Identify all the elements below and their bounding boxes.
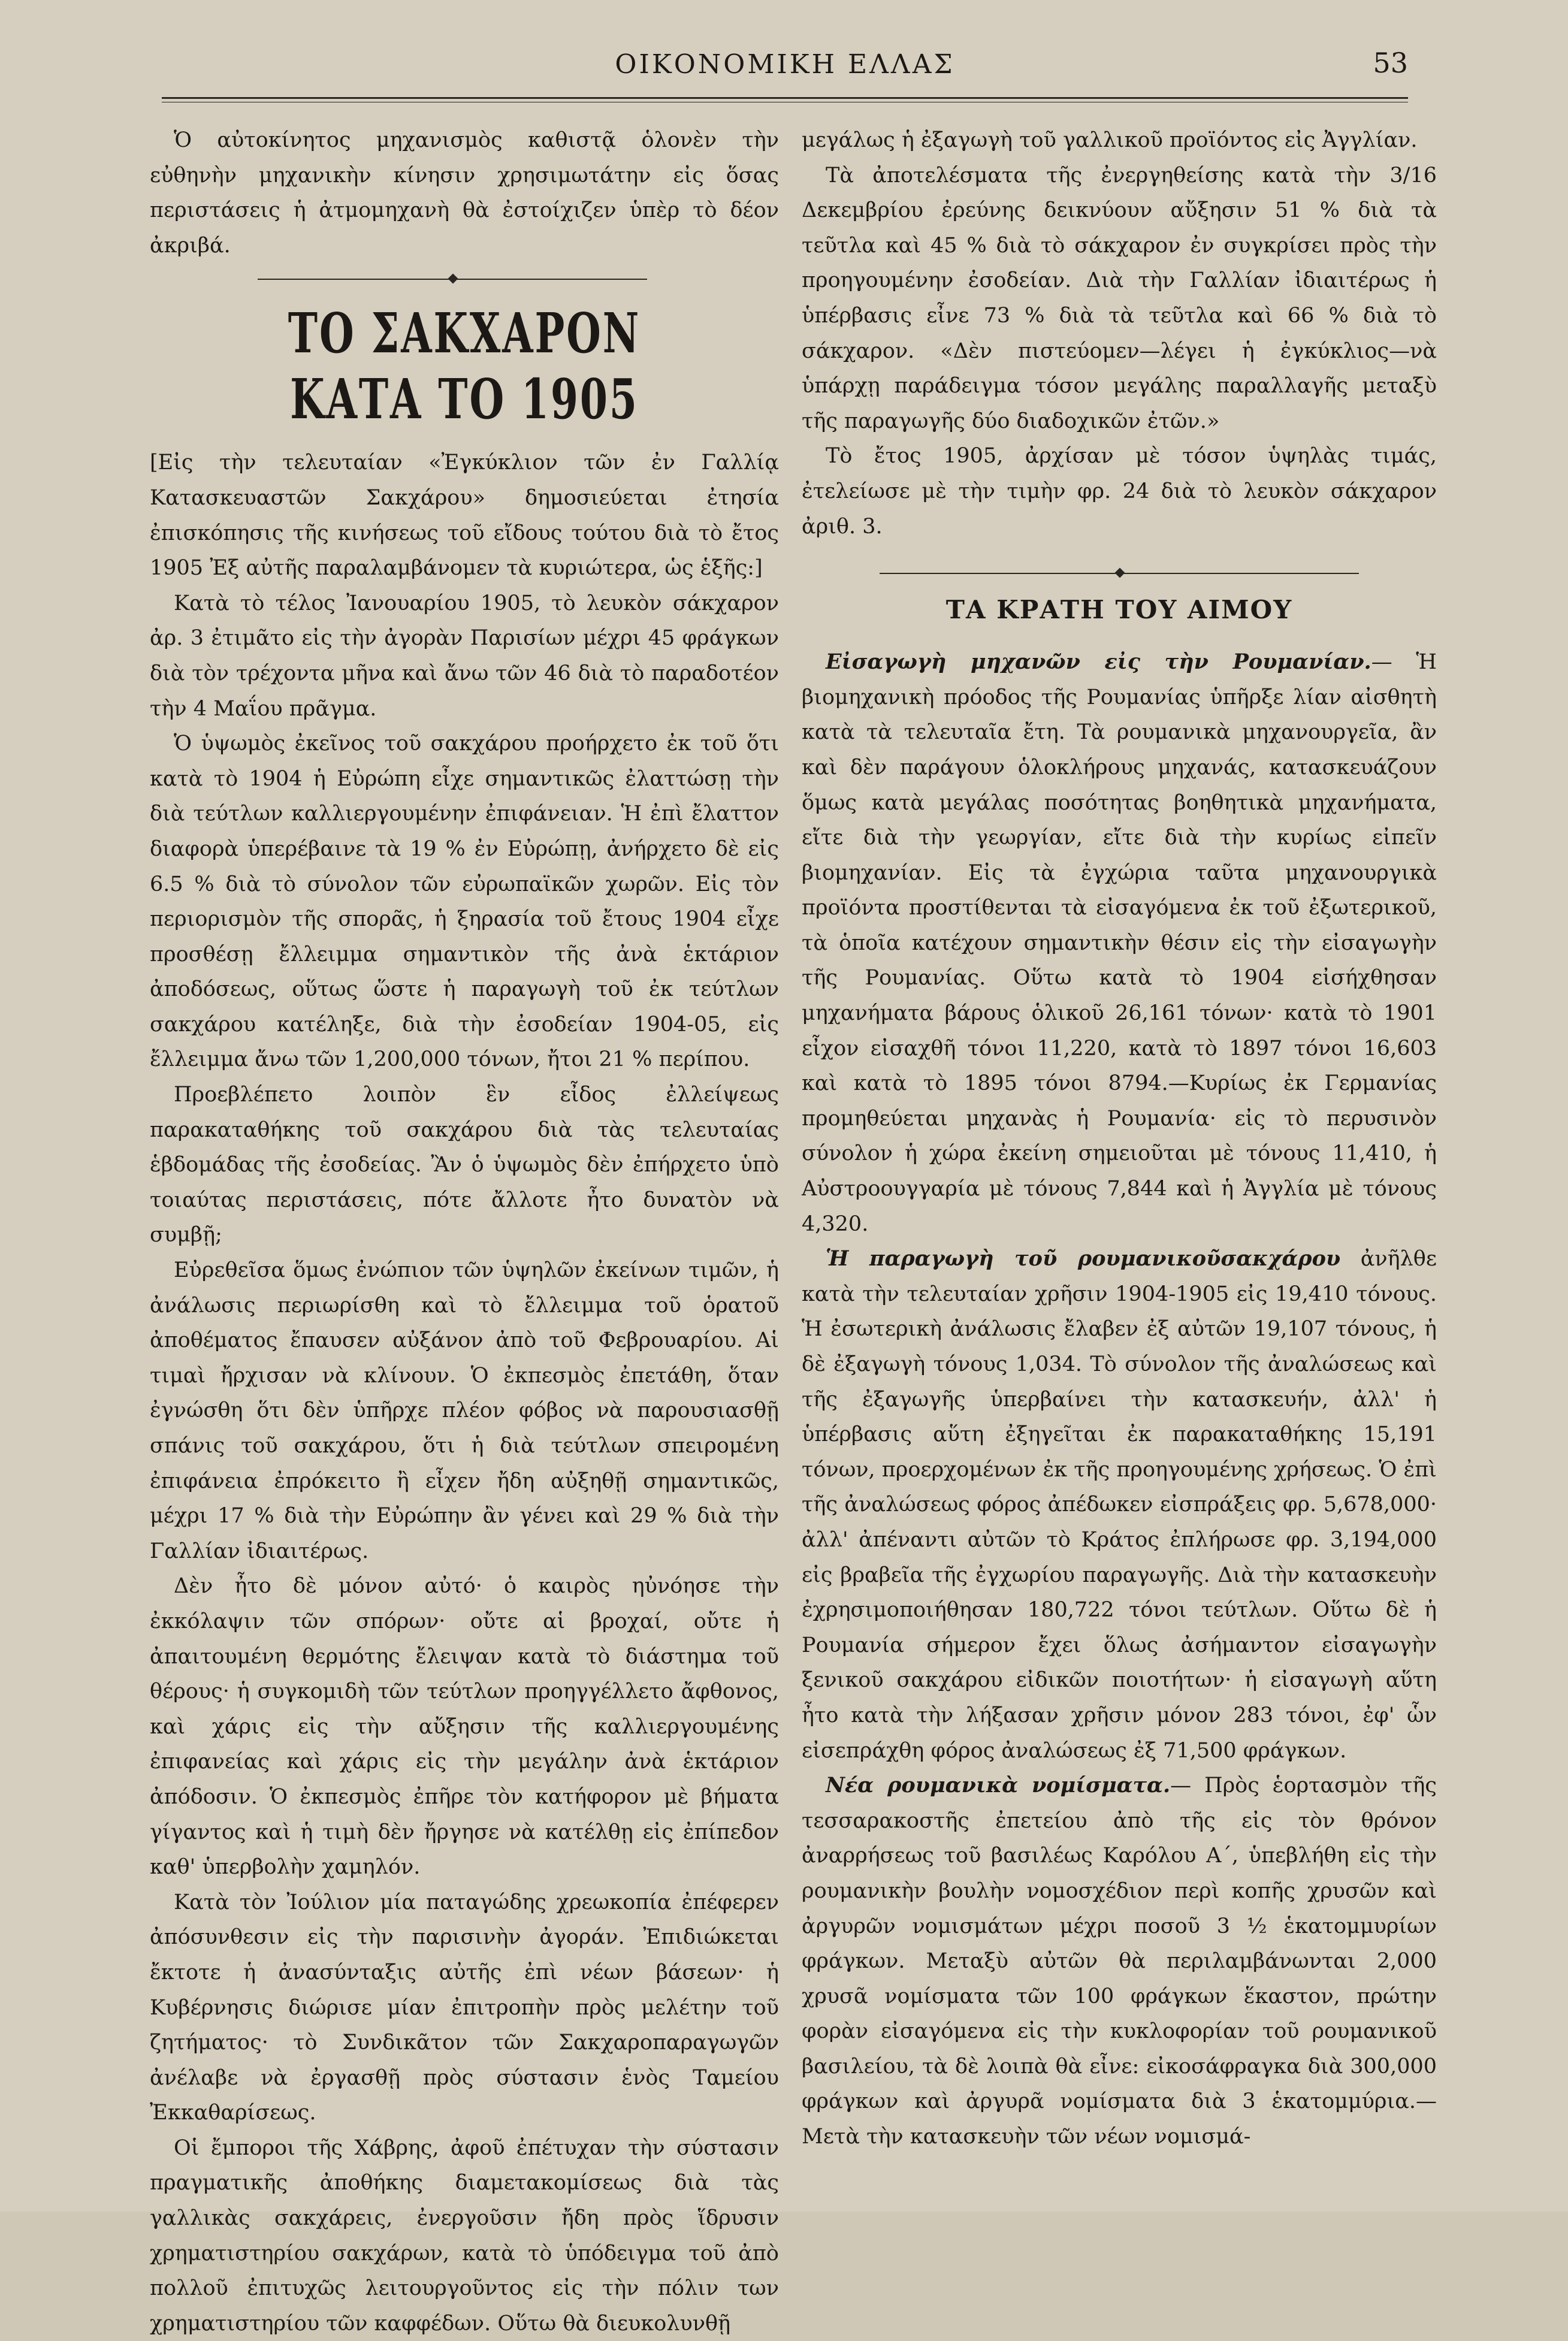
journal-title: ΟΙΚΟΝΟΜΙΚΗ ΕΛΛΑΣ — [615, 49, 955, 80]
left-column — [150, 123, 779, 2341]
paragraph: Νέα ρουμανικὰ νομίσματα.— Πρὸς ἑορτασμὸν τῆς τεσσαρακοστῆς ἐπετείου ἀπὸ τῆς εἰς τὸν θρόνον ἀναρρήσεως τοῦ βασιλέως Καρόλου Α΄, ὑπεβλήθη εἰς τὴν ρουμανικὴν βουλὴν νομοσχέδιον περὶ κοπῆς χρυσῶν καὶ ἀργυρῶν νομισμάτων μέχρι ποσοῦ 3 ½ ἑκατομμυρίων φράγκων. Μεταξὺ αὐτῶν θὰ περιλαμβάνωνται 2,000 χρυσᾶ νομίσματα τῶν 100 φράγκων ἕκαστον, πρώτην φορὰν εἰσαγόμενα εἰς τὴν κυκλοφορίαν τοῦ ρουμανικοῦ βασιλείου, τὰ δὲ λοιπὰ θὰ εἶνε: εἰκοσάφραγκα διὰ 300,000 φράγκων καὶ ἀργυρᾶ νομίσματα διὰ 3 ἑκατομμύρια.— Μετὰ τὴν κατασκευὴν τῶν νέων νομισμά- — [802, 1773, 1437, 2149]
header-rule — [162, 97, 1408, 99]
paragraph: Κατὰ τὸ τέλος Ἰανουαρίου 1905, τὸ λευκὸν σάκχαρον ἀρ. 3 ἐτιμᾶτο εἰς τὴν ἀγορὰν Παρισίων μέχρι 45 φράγκων διὰ τὸν τρέχοντα μῆνα καὶ ἄνω τῶν 46 διὰ τὸ παραδοτέον τὴν 4 Μαΐου πρᾶγμα. — [150, 591, 779, 721]
section-lead: Εἰσαγωγὴ μηχανῶν εἰς τὴν Ρουμανίαν. — [826, 650, 1371, 675]
paragraph: Κατὰ τὸν Ἰούλιον μία παταγώδης χρεωκοπία ἐπέφερεν ἀπόσυνθεσιν εἰς τὴν παρισινὴν ἀγοράν. Ἐπιδιώκεται ἔκτοτε ἡ ἀνασύνταξις αὐτῆς ἐπὶ νέων βάσεων· ἡ Κυβέρνησις διώρισε μίαν ἐπιτροπὴν πρὸς μελέτην τοῦ ζητήματος· τὸ Συνδικᾶτον τῶν Σακχαροπαραγωγῶν ἀνέλαβε νὰ ἐργασθῇ πρὸς σύστασιν ἑνὸς Ταμείου Ἐκκαθαρίσεως. — [150, 1890, 779, 2125]
section-separator — [150, 263, 779, 295]
article-title-balkans: ΤΑ ΚΡΑΤΗ ΤΟΥ ΑΙΜΟΥ — [945, 595, 1293, 625]
paragraph: Ὁ ὑψωμὸς ἐκεῖνος τοῦ σακχάρου προήρχετο ἐκ τοῦ ὅτι κατὰ τὸ 1904 ἡ Εὐρώπη εἶχε σημαντικῶς ἐλαττώσῃ τὴν διὰ τεύτλων καλλιεργουμένην ἐπιφάνειαν. Ἡ ἐπὶ ἔλαττον διαφορὰ ὑπερέβαινε τὰ 19 % ἐν Εὐρώπῃ, ἀνήρχετο δὲ εἰς 6.5 % διὰ τὸ σύνολον τῶν εὐρωπαϊκῶν χωρῶν. Εἰς τὸν περιορισμὸν τῆς σπορᾶς, ἡ ξηρασία τοῦ ἔτους 1904 εἶχε προσθέσῃ ἔλλειμμα σημαντικὸν τῆς ἀνὰ ἑκτάριον ἀποδόσεως, οὕτως ὥστε ἡ παραγωγὴ τοῦ ἐκ τεύτλων σακχάρου κατέληξε, διὰ τὴν ἐσοδείαν 1904-05, εἰς ἔλλειμμα ἄνω τῶν 1,200,000 τόνων, ἤτοι 21 % περίπου. — [150, 732, 779, 1072]
intro-paragraph: Ὁ αὐτοκίνητος μηχανισμὸς καθιστᾷ ὁλονὲν τὴν εὐθηνὴν μηχανικὴν κίνησιν χρησιμωτάτην εἰς ὅσας περιστάσεις ἡ ἀτμομηχανὴ θὰ ἐστοίχιζεν ὑπὲρ τὸ δέον ἀκριβά. — [150, 128, 779, 258]
paragraph: Εἰσαγωγὴ μηχανῶν εἰς τὴν Ρουμανίαν.— Ἡ βιομηχανικὴ πρόοδος τῆς Ρουμανίας ὑπῆρξε λίαν αἰσθητὴ κατὰ τὰ τελευταῖα ἔτη. Τὰ ρουμανικὰ μηχανουργεῖα, ἂν καὶ δὲν παράγουν ὁλοκλήρους μηχανάς, κατασκευάζουν ὅμως κατὰ μεγάλας ποσότητας βοηθητικὰ μηχανήματα, εἴτε διὰ τὴν γεωργίαν, εἴτε διὰ τὴν κυρίως εἰπεῖν βιομηχανίαν. Εἰς τὰ ἐγχώρια ταῦτα μηχανουργικὰ προϊόντα προστίθενται τὰ εἰσαγόμενα ἐκ τοῦ ἐξωτερικοῦ, τὰ ὁποῖα κατέχουν σημαντικὴν θέσιν εἰς τὴν εἰσαγωγὴν τῆς Ρουμανίας. Οὕτω κατὰ τὸ 1904 εἰσήχθησαν μηχανήματα βάρους ὁλικοῦ 26,161 τόνων· κατὰ τὸ 1901 εἶχον εἰσαχθῆ τόνοι 11,220, κατὰ τὸ 1897 τόνοι 16,603 καὶ κατὰ τὸ 1895 τόνοι 8794.—Κυρίως ἐκ Γερμανίας προμηθεύεται μηχανὰς ἡ Ρουμανία· εἰς τὸ περυσινὸν σύνολον ἡ χώρα ἐκείνη σημειοῦται μὲ τόνους 11,410, ἡ Αὐστροουγγαρία μὲ τόνους 7,844 καὶ ἡ Ἀγγλία μὲ τόνους 4,320. — [802, 650, 1437, 1236]
paragraph: Εὐρεθεῖσα ὅμως ἐνώπιον τῶν ὑψηλῶν ἐκείνων τιμῶν, ἡ ἀνάλωσις περιωρίσθη καὶ τὸ ἔλλειμμα τοῦ ὁρατοῦ ἀποθέματος ἔπαυσεν αὐξάνον ἀπὸ τοῦ Φεβρουαρίου. Αἱ τιμαὶ ἤρχισαν νὰ κλίνουν. Ὁ ἐκπεσμὸς ἐπετάθη, ὅταν ἐγνώσθη ὅτι δὲν ὑπῆρχε πλέον φόβος νὰ παρουσιασθῇ σπάνις τοῦ σακχάρου, ὅτι ἡ διὰ τεύτλων σπειρομένη ἐπιφάνεια ἐπρόκειτο ἢ εἶχεν ἤδη αὐξηθῇ σημαντικῶς, μέχρι 17 % διὰ τὴν Εὐρώπην ἂν γένει καὶ 29 % διὰ τὴν Γαλλίαν ἰδιαιτέρως. — [150, 1258, 779, 1563]
section-separator — [802, 557, 1437, 590]
section-lead: Ἡ παραγωγὴ τοῦ ρουμανικοῦσακχάρου — [826, 1246, 1341, 1271]
paragraph: Τὰ ἀποτελέσματα τῆς ἐνεργηθείσης κατὰ τὴν 3/16 Δεκεμβρίου ἐρεύνης δεικνύουν αὔξησιν 51 % διὰ τὰ τεῦτλα καὶ 45 % διὰ τὸ σάκχαρον ἐν συγκρίσει πρὸς τὴν προηγουμένην ἐσοδείαν. Διὰ τὴν Γαλλίαν ἰδιαιτέρως ἡ ὑπέρβασις εἶνε 73 % διὰ τὰ τεῦτλα καὶ 66 % διὰ τὸ σάκχαρον. «Δὲν πιστεύομεν—λέγει ἡ ἐγκύκλιος—νὰ ὑπάρχῃ παράδειγμα τόσον μεγάλης παραλλαγῆς μεταξὺ τῆς παραγωγῆς δύο διαδοχικῶν ἐτῶν.» — [802, 163, 1437, 433]
page-header — [162, 36, 1408, 102]
article-title-sugar: ΤΟ ΣΑΚΧΑΡΟΝ ΚΑΤΑ ΤΟ 1905 — [288, 301, 641, 432]
editor-note: [Εἰς τὴν τελευταίαν «Ἐγκύκλιον τῶν ἐν Γαλλίᾳ Κατασκευαστῶν Σακχάρου» δημοσιεύεται ἐτησία ἐπισκόπησις τῆς κινήσεως τοῦ εἴδους τούτου διὰ τὸ ἔτος 1905 Ἐξ αὐτῆς παραλαμβάνομεν τὰ κυριώτερα, ὡς ἑξῆς:] — [150, 451, 779, 581]
paragraph: Ἡ παραγωγὴ τοῦ ρουμανικοῦσακχάρου ἀνῆλθε κατὰ τὴν τελευταίαν χρῆσιν 1904-1905 εἰς 19,410 τόνους. Ἡ ἐσωτερικὴ ἀνάλωσις ἔλαβεν ἐξ αὐτῶν 19,107 τόνους, ἡ δὲ ἐξαγωγὴ τόνους 1,034. Τὸ σύνολον τῆς ἀναλώσεως καὶ τῆς ἐξαγωγῆς ὑπερβαίνει τὴν κατασκευήν, ἀλλ' ἡ ὑπέρβασις αὕτη ἐξηγεῖται ἐκ παρακαταθήκης 15,191 τόνων, προερχομένων ἐκ τῆς προηγουμένης χρήσεως. Ὁ ἐπὶ τῆς ἀναλώσεως φόρος ἀπέδωκεν εἰσπράξεις φρ. 5,678,000· ἀλλ' ἀπέναντι αὐτῶν τὸ Κράτος ἐπλήρωσε φρ. 3,194,000 εἰς βραβεῖα τῆς ἐγχωρίου παραγωγῆς. Διὰ τὴν κατασκευὴν ἐχρησιμοποιήθησαν 180,722 τόνοι τεύτλων. Οὕτω δὲ ἡ Ρουμανία σήμερον ἔχει ὅλως ἀσήμαντον εἰσαγωγὴν ξενικοῦ σακχάρου εἰδικῶν ποιοτήτων· ἡ εἰσαγωγὴ αὕτη ἦτο κατὰ τὴν λήξασαν χρῆσιν μόνον 283 τόνοι, ἐφ' ὧν εἰσεπράχθη φόρος ἀναλώσεως ἐξ 71,500 φράγκων. — [802, 1246, 1437, 1763]
section-lead: Νέα ρουμανικὰ νομίσματα. — [826, 1773, 1171, 1798]
paragraph: μεγάλως ἡ ἐξαγωγὴ τοῦ γαλλικοῦ προϊόντος εἰς Ἀγγλίαν. — [802, 128, 1418, 152]
right-column — [802, 123, 1437, 2155]
paragraph: Προεβλέπετο λοιπὸν ἓν εἶδος ἐλλείψεως παρακαταθήκης τοῦ σακχάρου διὰ τὰς τελευταίας ἑβδομάδας τῆς ἐσοδείας. Ἂν ὁ ὑψωμὸς δὲν ἐπήρχετο ὑπὸ τοιαύτας περιστάσεις, πότε ἄλλοτε ἦτο δυνατὸν νὰ συμβῇ; — [150, 1083, 779, 1247]
page-number: 53 — [1373, 47, 1408, 79]
paragraph: Δὲν ἦτο δὲ μόνον αὐτό· ὁ καιρὸς ηὐνόησε τὴν ἐκκόλαψιν τῶν σπόρων· οὔτε αἱ βροχαί, οὔτε ἡ ἀπαιτουμένη θερμότης ἔλειψαν κατὰ τὸ διάστημα τοῦ θέρους· ἡ συγκομιδὴ τῶν τεύτλων προηγγέλλετο ἄφθονος, καὶ χάρις εἰς τὴν αὔξησιν τῆς καλλιεργουμένης ἐπιφανείας καὶ χάρις εἰς τὴν μεγάλην ἀνὰ ἑκτάριον ἀπόδοσιν. Ὁ ἐκπεσμὸς ἐπῆρε τὸν κατήφορον μὲ βήματα γίγαντος καὶ ἡ τιμὴ δὲν ἤργησε νὰ κατέλθῃ εἰς ἐπίπεδον καθ' ὑπερβολὴν χαμηλόν. — [150, 1574, 779, 1880]
paragraph: Τὸ ἔτος 1905, ἀρχίσαν μὲ τόσον ὑψηλὰς τιμάς, ἐτελείωσε μὲ τὴν τιμὴν φρ. 24 διὰ τὸ λευκὸν σάκχαρον ἀριθ. 3. — [802, 444, 1437, 539]
paragraph: Οἱ ἔμποροι τῆς Χάβρης, ἀφοῦ ἐπέτυχαν τὴν σύστασιν πραγματικῆς ἀποθήκης διαμετακομίσεως διὰ τὰς γαλλικὰς σακχάρεις, ἐνεργοῦσιν ἤδη πρὸς ἵδρυσιν χρηματιστηρίου σακχάρων, κατὰ τὸ ὑπόδειγμα τοῦ ἀπὸ πολλοῦ ἐπιτυχῶς λειτουργοῦντος εἰς τὴν πόλιν των χρηματιστηρίου τῶν καφφέδων. Οὕτω θὰ διευκολυνθῇ — [150, 2135, 779, 2336]
